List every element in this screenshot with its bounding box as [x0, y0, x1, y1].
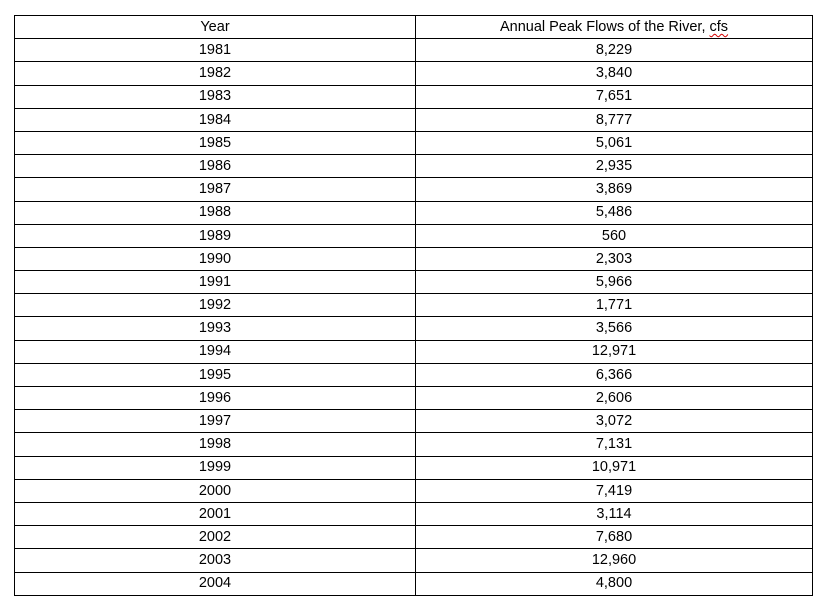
table-row — [15, 410, 813, 433]
peak-flow-cell[interactable]: 10,971 — [416, 456, 813, 479]
year-cell[interactable]: 1984 — [15, 108, 416, 131]
table-row — [15, 108, 813, 131]
peak-flow-cell[interactable]: 3,869 — [416, 178, 813, 201]
peak-flow-cell[interactable]: 12,971 — [416, 340, 813, 363]
year-cell[interactable]: 1994 — [15, 340, 416, 363]
table-row — [15, 85, 813, 108]
peak-flow-cell[interactable]: 8,777 — [416, 108, 813, 131]
table-row — [15, 62, 813, 85]
year-cell[interactable]: 1983 — [15, 85, 416, 108]
spellcheck-flagged-word[interactable]: cfs — [709, 18, 729, 35]
peak-flow-cell[interactable]: 7,131 — [416, 433, 813, 456]
year-cell[interactable]: 1992 — [15, 294, 416, 317]
year-cell[interactable]: 2001 — [15, 502, 416, 525]
peak-flow-cell[interactable]: 2,606 — [416, 387, 813, 410]
year-cell[interactable]: 2003 — [15, 549, 416, 572]
peak-flow-cell[interactable]: 2,303 — [416, 247, 813, 270]
peak-flow-cell[interactable]: 7,651 — [416, 85, 813, 108]
table-row — [15, 363, 813, 386]
year-cell[interactable]: 1990 — [15, 247, 416, 270]
peak-flow-cell[interactable]: 5,966 — [416, 271, 813, 294]
year-cell[interactable]: 2004 — [15, 572, 416, 595]
table-row — [15, 502, 813, 525]
flow-header-text: Annual Peak Flows of the River, — [499, 18, 710, 35]
peak-flow-cell[interactable]: 560 — [416, 224, 813, 247]
year-cell[interactable]: 2000 — [15, 479, 416, 502]
flow-column-header[interactable] — [416, 16, 813, 39]
table-row — [15, 456, 813, 479]
year-cell[interactable]: 1998 — [15, 433, 416, 456]
peak-flow-cell[interactable]: 8,229 — [416, 39, 813, 62]
peak-flow-cell[interactable]: 3,072 — [416, 410, 813, 433]
table-row — [15, 387, 813, 410]
peak-flow-cell[interactable]: 7,419 — [416, 479, 813, 502]
year-cell[interactable]: 1987 — [15, 178, 416, 201]
year-cell[interactable]: 2002 — [15, 526, 416, 549]
peak-flow-cell[interactable]: 3,566 — [416, 317, 813, 340]
year-column-header[interactable]: Year — [15, 16, 416, 39]
year-cell[interactable]: 1981 — [15, 39, 416, 62]
year-cell[interactable]: 1982 — [15, 62, 416, 85]
peak-flow-cell[interactable]: 12,960 — [416, 549, 813, 572]
year-cell[interactable]: 1991 — [15, 271, 416, 294]
year-cell[interactable]: 1996 — [15, 387, 416, 410]
table-row — [15, 271, 813, 294]
year-cell[interactable]: 1993 — [15, 317, 416, 340]
table-row — [15, 247, 813, 270]
table-header-row — [15, 16, 813, 39]
peak-flow-cell[interactable]: 1,771 — [416, 294, 813, 317]
table-row — [15, 294, 813, 317]
peak-flow-cell[interactable]: 2,935 — [416, 155, 813, 178]
year-cell[interactable]: 1995 — [15, 363, 416, 386]
year-cell[interactable]: 1989 — [15, 224, 416, 247]
table-row — [15, 340, 813, 363]
table-row — [15, 549, 813, 572]
year-cell[interactable]: 1985 — [15, 131, 416, 154]
table-row — [15, 479, 813, 502]
peak-flow-cell[interactable]: 4,800 — [416, 572, 813, 595]
table-row — [15, 155, 813, 178]
table-row — [15, 178, 813, 201]
table-row — [15, 39, 813, 62]
annual-peak-flows-table — [14, 15, 813, 596]
year-cell[interactable]: 1999 — [15, 456, 416, 479]
year-cell[interactable]: 1997 — [15, 410, 416, 433]
table-row — [15, 131, 813, 154]
peak-flow-cell[interactable]: 7,680 — [416, 526, 813, 549]
peak-flow-cell[interactable]: 3,840 — [416, 62, 813, 85]
table-row — [15, 433, 813, 456]
table-row — [15, 224, 813, 247]
table-row — [15, 526, 813, 549]
year-cell[interactable]: 1988 — [15, 201, 416, 224]
table-row — [15, 572, 813, 595]
document-table-container — [14, 15, 812, 596]
peak-flow-cell[interactable]: 5,486 — [416, 201, 813, 224]
peak-flow-cell[interactable]: 3,114 — [416, 502, 813, 525]
peak-flow-cell[interactable]: 6,366 — [416, 363, 813, 386]
table-row — [15, 201, 813, 224]
year-cell[interactable]: 1986 — [15, 155, 416, 178]
table-body — [15, 39, 813, 596]
peak-flow-cell[interactable]: 5,061 — [416, 131, 813, 154]
table-row — [15, 317, 813, 340]
